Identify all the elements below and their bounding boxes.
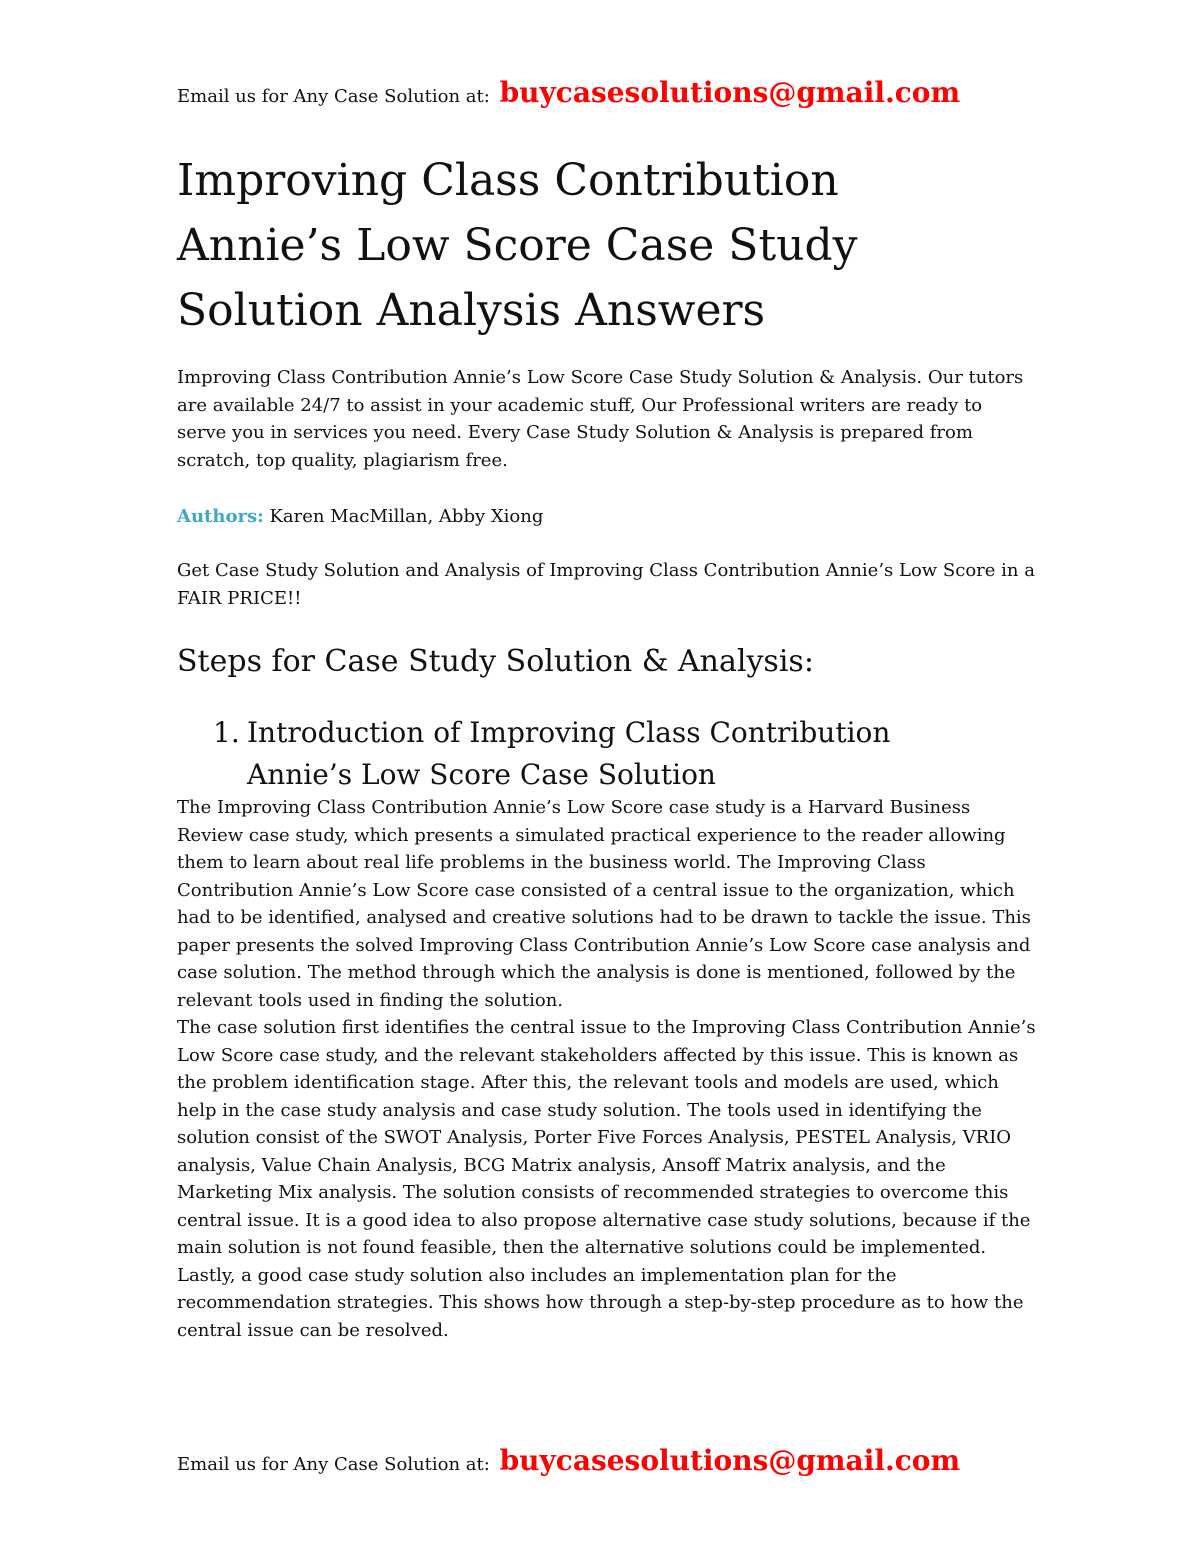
step-1-line-1: Introduction of Improving Class Contribution xyxy=(247,716,891,749)
body-paragraph-1: The Improving Class Contribution Annie’s Low Score case study is a Harvard Business Review case study, which presents a simulated practical experience to the reader allowing them to learn about real life problems in the business world. The Improving Class Contribution Annie’s Low Score case consisted of a central issue to the organization, which had to be identified, analysed and creative solutions had to be drawn to tackle the issue. This paper presents the solved Improving Class Contribution Annie’s Low Score case analysis and case solution. The method through which the analysis is done is mentioned, followed by the relevant tools used in finding the solution. xyxy=(177,797,1031,1011)
title-line-1: Improving Class Contribution xyxy=(177,155,839,206)
step-1-line-2: Annie’s Low Score Case Solution xyxy=(247,758,716,791)
price-paragraph: Get Case Study Solution and Analysis of Improving Class Contribution Annie’s Low Score in a FAIR PRICE!! xyxy=(177,560,1035,609)
intro-paragraph: Improving Class Contribution Annie’s Low Score Case Study Solution & Analysis. Our tutors are available 24/7 to assist in your academic stuff, Our Professional writers are ready to serve you in services you need. Every Case Study Solution & Analysis is prepared from scratch, top quality, plagiarism free. xyxy=(177,367,1024,471)
body-paragraph-2: The case solution first identifies the central issue to the Improving Class Contribution Annie’s Low Score case study, and the relevant stakeholders affected by this issue. This is known as the problem identification stage. After this, the relevant tools and models are used, which help in the case study analysis and case study solution. The tools used in identifying the solution consist of the SWOT Analysis, Porter Five Forces Analysis, PESTEL Analysis, VRIO analysis, Value Chain Analysis, BCG Matrix analysis, Ansoff Matrix analysis, and the Marketing Mix analysis. The solution consists of recommended strategies to overcome this central issue. It is a good idea to also propose alternative case study solutions, because if the main solution is not found feasible, then the alternative solutions could be implemented. Lastly, a good case study solution also includes an implementation plan for the recommendation strategies. This shows how through a step-by-step procedure as to how the central issue can be resolved. xyxy=(177,1017,1036,1341)
step-1-heading xyxy=(213,712,1013,796)
document-page xyxy=(177,0,1037,1553)
title-line-3: Solution Analysis Answers xyxy=(177,285,766,336)
authors-names: Karen MacMillan, Abby Xiong xyxy=(269,506,544,527)
email-banner-bottom xyxy=(177,1444,960,1477)
email-prefix: Email us for Any Case Solution at: xyxy=(177,1454,490,1475)
steps-heading: Steps for Case Study Solution & Analysis: xyxy=(177,644,814,679)
authors-label: Authors: xyxy=(177,506,264,527)
email-prefix: Email us for Any Case Solution at: xyxy=(177,86,490,107)
body-text xyxy=(177,794,1037,1344)
email-banner-top xyxy=(177,76,960,109)
email-address-link[interactable]: buycasesolutions@gmail.com xyxy=(499,76,961,109)
email-address-link[interactable]: buycasesolutions@gmail.com xyxy=(499,1444,961,1477)
page-title xyxy=(177,148,1037,343)
title-line-2: Annie’s Low Score Case Study xyxy=(177,220,858,271)
step-1-number: 1. xyxy=(213,716,240,749)
authors-line xyxy=(177,503,543,530)
